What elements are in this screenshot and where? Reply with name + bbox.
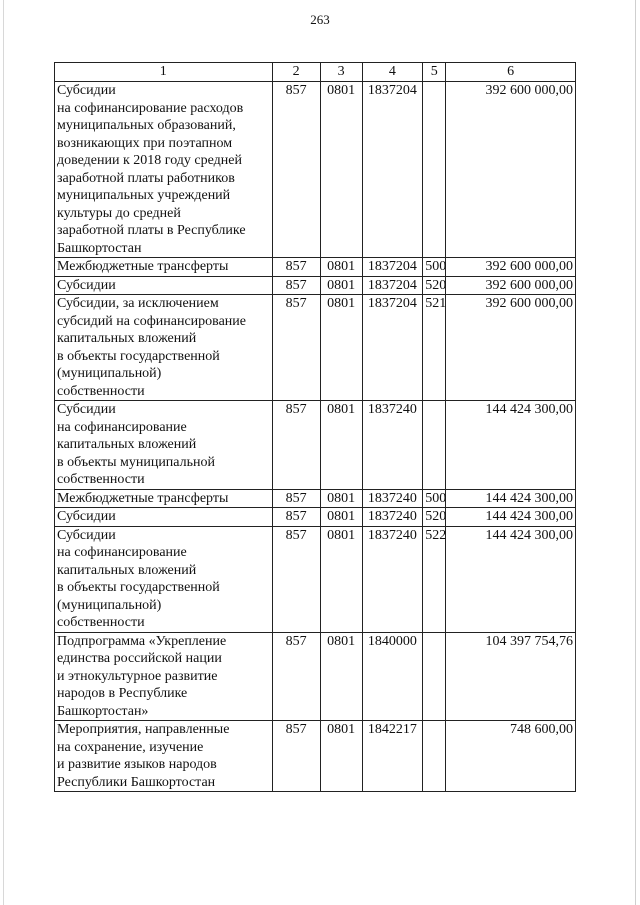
section-code-cell: 0801 [320,526,362,632]
target-code-cell: 1837204 [362,258,423,277]
section-code-cell: 0801 [320,295,362,401]
expense-type-cell [423,82,446,258]
section-code-cell: 0801 [320,489,362,508]
table-row [55,258,576,277]
table-row [55,82,576,258]
page-number: 263 [310,12,330,27]
ministry-code-cell: 857 [272,721,320,792]
row-name-cell: Субсидии [55,508,273,527]
row-name-cell: Субсидии на софинансирование капитальных вложений в объекты муниципальной собственности [55,401,273,490]
expense-type-cell [423,721,446,792]
column-header-2: 2 [272,63,320,82]
section-code-cell: 0801 [320,508,362,527]
amount-cell: 392 600 000,00 [446,295,576,401]
expense-type-cell [423,632,446,721]
ministry-code-cell: 857 [272,526,320,632]
section-code-cell: 0801 [320,276,362,295]
column-header-6: 6 [446,63,576,82]
section-code-cell: 0801 [320,401,362,490]
expense-type-cell: 500 [423,489,446,508]
ministry-code-cell: 857 [272,258,320,277]
scan-edge-left [3,0,4,905]
target-code-cell: 1837240 [362,401,423,490]
table-row [55,721,576,792]
column-header-1: 1 [55,63,273,82]
table-row [55,632,576,721]
ministry-code-cell: 857 [272,276,320,295]
table-row [55,526,576,632]
table-row [55,508,576,527]
row-name-cell: Субсидии, за исключением субсидий на софинансирование капитальных вложений в объекты государственной (муниципальной) собственности [55,295,273,401]
expense-type-cell: 521 [423,295,446,401]
budget-table [54,62,576,792]
expense-type-cell: 500 [423,258,446,277]
amount-cell: 392 600 000,00 [446,276,576,295]
section-code-cell: 0801 [320,258,362,277]
table-row [55,295,576,401]
target-code-cell: 1842217 [362,721,423,792]
ministry-code-cell: 857 [272,401,320,490]
amount-cell: 144 424 300,00 [446,401,576,490]
row-name-cell: Подпрограмма «Укрепление единства российской нации и этнокультурное развитие народов в Республике Башкортостан» [55,632,273,721]
table-row [55,276,576,295]
target-code-cell: 1837240 [362,526,423,632]
amount-cell: 144 424 300,00 [446,526,576,632]
target-code-cell: 1837240 [362,508,423,527]
row-name-cell: Мероприятия, направленные на сохранение, изучение и развитие языков народов Республики Башкортостан [55,721,273,792]
target-code-cell: 1837204 [362,295,423,401]
section-code-cell: 0801 [320,82,362,258]
amount-cell: 392 600 000,00 [446,82,576,258]
ministry-code-cell: 857 [272,632,320,721]
section-code-cell: 0801 [320,721,362,792]
row-name-cell: Субсидии на софинансирование капитальных вложений в объекты государственной (муниципальной) собственности [55,526,273,632]
column-header-4: 4 [362,63,423,82]
ministry-code-cell: 857 [272,508,320,527]
table-row [55,489,576,508]
column-header-3: 3 [320,63,362,82]
target-code-cell: 1837204 [362,82,423,258]
scan-edge-right [635,0,636,905]
row-name-cell: Межбюджетные трансферты [55,258,273,277]
ministry-code-cell: 857 [272,489,320,508]
expense-type-cell [423,401,446,490]
header-row [55,63,576,82]
ministry-code-cell: 857 [272,295,320,401]
amount-cell: 144 424 300,00 [446,508,576,527]
target-code-cell: 1837204 [362,276,423,295]
expense-type-cell: 520 [423,508,446,527]
expense-type-cell: 522 [423,526,446,632]
row-name-cell: Субсидии на софинансирование расходов муниципальных образований, возникающих при поэтапном доведении к 2018 году средней заработной платы работников муниципальных учреждений культуры до средней заработной платы в Республике Башкортостан [55,82,273,258]
amount-cell: 144 424 300,00 [446,489,576,508]
target-code-cell: 1840000 [362,632,423,721]
expense-type-cell: 520 [423,276,446,295]
amount-cell: 748 600,00 [446,721,576,792]
row-name-cell: Межбюджетные трансферты [55,489,273,508]
amount-cell: 104 397 754,76 [446,632,576,721]
budget-table-body [55,63,576,792]
ministry-code-cell: 857 [272,82,320,258]
section-code-cell: 0801 [320,632,362,721]
row-name-cell: Субсидии [55,276,273,295]
amount-cell: 392 600 000,00 [446,258,576,277]
table-row [55,401,576,490]
column-header-5: 5 [423,63,446,82]
target-code-cell: 1837240 [362,489,423,508]
